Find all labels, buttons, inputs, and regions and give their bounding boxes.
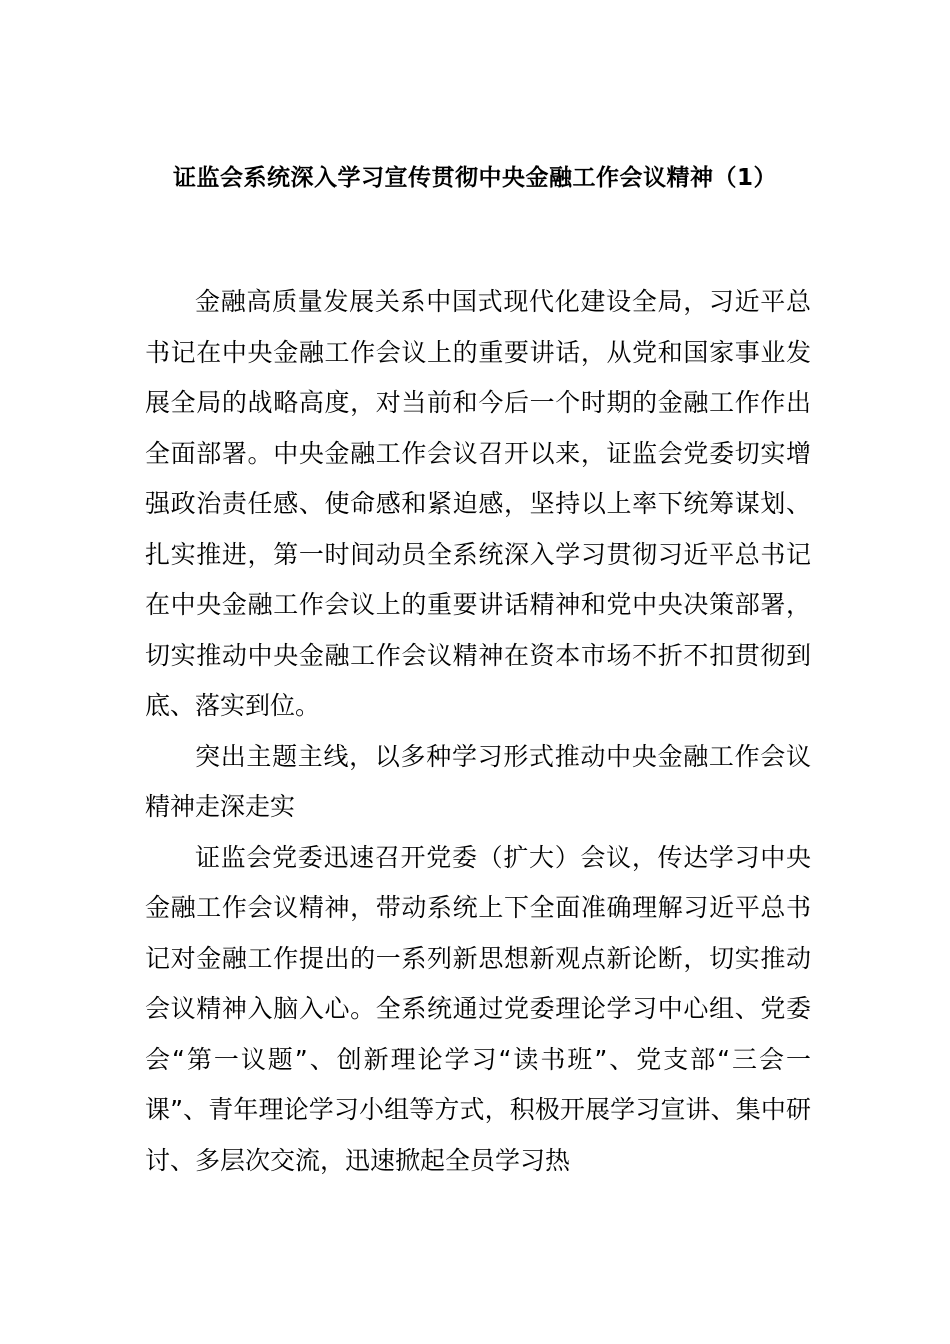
paragraph-study-activities: 证监会党委迅速召开党委（扩大）会议，传达学习中央金融工作会议精神，带动系统上下全面准确理解习近平总书记对金融工作提出的一系列新思想新观点新论断，切实推动会议精神入脑入心。全系统通过党委理论学习中心组、党委会“第一议题”、创新理论学习“读书班”、党支部“三会一课”、青年理论学习小组等方式，积极开展学习宣讲、集中研讨、多层次交流，迅速掀起全员学习热: [145, 842, 811, 1175]
paragraph-intro: 金融高质量发展关系中国式现代化建设全局，习近平总书记在中央金融工作会议上的重要讲话，从党和国家事业发展全局的战略高度，对当前和今后一个时期的金融工作作出全面部署。中央金融工作会议召开以来，证监会党委切实增强政治责任感、使命感和紧迫感，坚持以上率下统筹谋划、扎实推进，第一时间动员全系统深入学习贯彻习近平总书记在中央金融工作会议上的重要讲话精神和党中央决策部署，切实推动中央金融工作会议精神在资本市场不折不扣贯彻到底、落实到位。: [145, 287, 811, 720]
paragraph-section-heading: 突出主题主线，以多种学习形式推动中央金融工作会议精神走深走实: [145, 741, 811, 821]
document-title: 证监会系统深入学习宣传贯彻中央金融工作会议精神（1）: [172, 165, 777, 191]
document-body: [145, 277, 811, 1186]
